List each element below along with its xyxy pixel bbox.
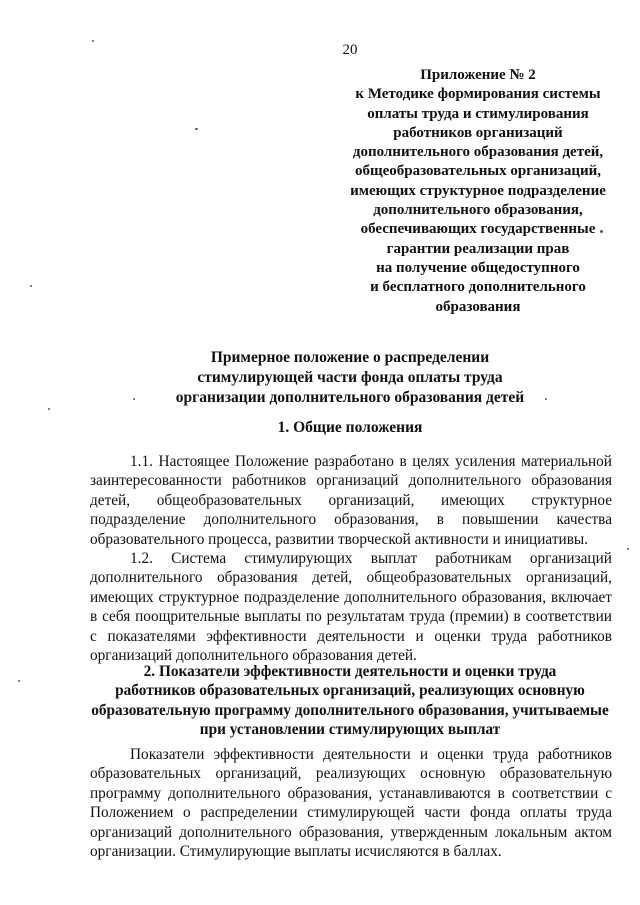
appendix-line: образования [435, 298, 521, 315]
paragraph-text: 1.2. Система стимулирующих выплат работникам организаций дополнительного образования детей, общеобразовательных организаций, имеющих структурное подразделение дополнительного образования, включает в себя поощрительные выплаты по результатам труда (премии) в соответствии с показателями эффективности деятельности и оценки труда работников организаций дополнительного образования детей. [90, 550, 612, 665]
scan-speck [545, 398, 547, 400]
appendix-line: имеющих структурное подразделение [350, 182, 606, 199]
section-2-heading [80, 662, 620, 740]
scan-speck [48, 408, 50, 410]
appendix-line: Приложение № 2 [420, 67, 536, 83]
title-line: организации дополнительного образования детей [175, 389, 525, 406]
scan-speck [627, 548, 629, 550]
title-line: Примерное положение о распределении [210, 349, 490, 366]
appendix-line: дополнительного образования, [373, 202, 583, 219]
appendix-line: гарантии реализации прав [386, 240, 570, 257]
scan-speck [600, 230, 603, 233]
section-2-heading-line: работников образовательных организаций, реализующих основную [115, 682, 585, 700]
paragraph-text: Показатели эффективности деятельности и оценки труда работников образовательных организаций, реализующих основную образовательную программу дополнительного образования, устанавливаются в соответствии с Положением о распределении стимулирующей части фонда оплаты труда организаций дополнительного образования, утвержденным локальным актом организации. Стимулирующие выплаты исчисляются в баллах. [90, 746, 612, 861]
scan-speck [195, 128, 198, 130]
title-line: стимулирующей части фонда оплаты труда [197, 369, 503, 386]
scan-speck [133, 398, 135, 400]
appendix-header [330, 66, 626, 317]
appendix-line: оплаты труда и стимулирования [367, 105, 589, 122]
appendix-line: на получение общедоступного [376, 259, 580, 276]
paragraph-1-1 [90, 452, 612, 549]
appendix-line: к Методике формирования системы [355, 86, 601, 103]
scan-speck [30, 285, 32, 287]
paragraph-text: 1.1. Настоящее Положение разработано в целях усиления материальной заинтересованности работников организаций дополнительного образования детей, общеобразовательных организаций, имеющих структурное подразделение дополнительного образования, в повышении качества образовательного процесса, развитии творческой активности и инициативы. [90, 453, 612, 548]
page-number: 20 [342, 42, 358, 58]
paragraph-1-2 [90, 549, 612, 665]
appendix-line: общеобразовательных организаций, [354, 163, 602, 180]
section-2-heading-line: образовательную программу дополнительного образования, учитываемые [91, 701, 609, 719]
appendix-line: обеспечивающих государственные [360, 221, 596, 238]
document-title [140, 348, 560, 408]
section-2-heading-line: при установлении стимулирующих выплат [199, 721, 501, 739]
appendix-line: дополнительного образования детей, [352, 144, 604, 161]
scan-speck [92, 40, 94, 42]
appendix-line: и бесплатного дополнительного [370, 279, 586, 296]
scan-speck [18, 680, 20, 682]
section-1-heading: 1. Общие положения [277, 419, 423, 436]
paragraph-2-1 [90, 745, 612, 861]
appendix-line: работников организаций [393, 124, 563, 141]
section-2-heading-line: 2. Показатели эффективности деятельности и оценки труда [143, 663, 557, 680]
